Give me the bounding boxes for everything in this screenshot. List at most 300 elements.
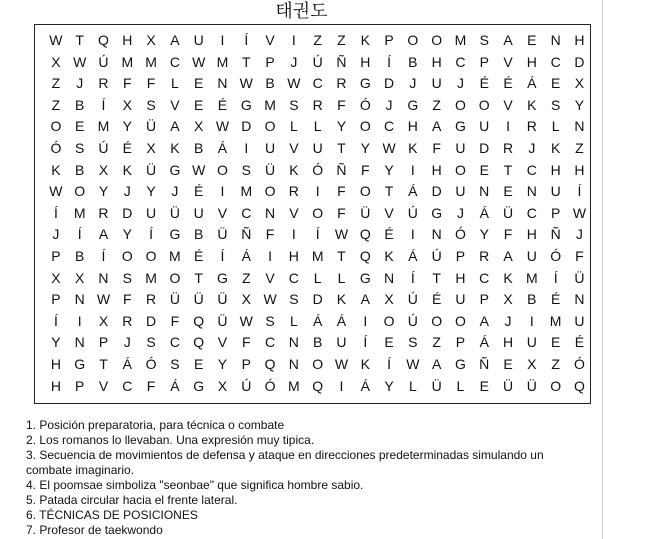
grid-letter: D bbox=[383, 75, 395, 92]
grid-letter: F bbox=[123, 291, 132, 308]
grid-letter: M bbox=[526, 269, 538, 286]
grid-letter: Í bbox=[101, 247, 106, 264]
grid-letter: I bbox=[77, 312, 82, 329]
grid-letter: D bbox=[146, 312, 157, 329]
grid-letter: M bbox=[454, 32, 467, 48]
grid-letter: K bbox=[122, 161, 132, 178]
grid-letter: Ü bbox=[502, 377, 514, 394]
grid-letter: M bbox=[145, 269, 157, 286]
grid-letter: P bbox=[75, 377, 85, 394]
grid-letter: H bbox=[407, 118, 418, 135]
grid-letter: N bbox=[98, 269, 109, 286]
grid-letter: V bbox=[503, 53, 513, 70]
grid-letter: B bbox=[312, 334, 323, 351]
grid-letter: F bbox=[575, 247, 584, 264]
grid-letter: T bbox=[75, 32, 84, 48]
grid-letter: T bbox=[337, 247, 346, 264]
grid-letter: Z bbox=[432, 96, 441, 113]
grid-letter: Ü bbox=[146, 161, 157, 178]
grid-letter: R bbox=[146, 291, 157, 308]
grid-letter: É bbox=[431, 291, 442, 308]
grid-letter: E bbox=[550, 75, 561, 92]
grid-letter: É bbox=[503, 75, 513, 92]
grid-letter: T bbox=[241, 53, 251, 70]
grid-letter: É bbox=[217, 96, 228, 113]
grid-letter: Q bbox=[359, 226, 371, 243]
grid-letter: B bbox=[194, 226, 204, 243]
grid-letter: U bbox=[479, 118, 490, 135]
grid-letter: Á bbox=[312, 312, 323, 329]
grid-letter: F bbox=[360, 161, 370, 178]
clue-item: 5. Patada circular hacia el frente lateral. bbox=[26, 493, 238, 507]
grid-letter: D bbox=[479, 139, 490, 156]
grid-letter: Í bbox=[553, 269, 558, 286]
grid-letter: U bbox=[146, 204, 157, 221]
grid-letter: H bbox=[122, 32, 133, 48]
grid-letter: Ü bbox=[193, 291, 204, 308]
grid-letter: O bbox=[455, 312, 466, 329]
grid-letter: O bbox=[478, 96, 490, 113]
grid-letter: F bbox=[337, 183, 346, 200]
grid-letter: N bbox=[479, 183, 490, 200]
grid-letter: X bbox=[146, 139, 156, 156]
grid-letter: E bbox=[194, 96, 204, 113]
grid-letter: Ü bbox=[169, 291, 180, 308]
grid-letter: L bbox=[313, 269, 322, 286]
grid-letter: W bbox=[192, 53, 206, 70]
grid-letter: R bbox=[98, 75, 109, 92]
grid-letter: J bbox=[290, 53, 298, 70]
grid-letter: X bbox=[51, 269, 61, 286]
grid-letter: Ü bbox=[526, 377, 537, 394]
clue-item: 6. TÉCNICAS DE POSICIONES bbox=[26, 508, 198, 522]
grid-letter: O bbox=[264, 183, 276, 200]
grid-letter: Q bbox=[264, 355, 276, 372]
grid-letter: M bbox=[549, 312, 562, 329]
grid-letter: C bbox=[383, 118, 395, 135]
grid-letter: O bbox=[312, 204, 324, 221]
grid-letter: I bbox=[339, 377, 344, 394]
grid-letter: S bbox=[146, 96, 156, 113]
grid-letter: W bbox=[334, 226, 349, 243]
grid-letter: W bbox=[96, 291, 111, 308]
grid-letter: Ú bbox=[407, 204, 418, 221]
grid-letter: F bbox=[503, 226, 513, 243]
grid-letter: Y bbox=[384, 161, 394, 178]
grid-letter: N bbox=[574, 118, 585, 135]
grid-letter: U bbox=[193, 32, 204, 48]
grid-letter: K bbox=[336, 291, 347, 308]
grid-letter: H bbox=[50, 355, 61, 372]
grid-letter: Á bbox=[479, 204, 489, 221]
grid-letter: Q bbox=[193, 312, 205, 329]
grid-letter: G bbox=[431, 204, 443, 221]
grid-letter: Á bbox=[408, 247, 418, 264]
grid-letter: K bbox=[51, 161, 61, 178]
grid-letter: A bbox=[503, 247, 513, 264]
grid-letter: Á bbox=[527, 75, 537, 92]
grid-letter: O bbox=[359, 183, 371, 200]
grid-letter: F bbox=[170, 312, 180, 329]
grid-letter: U bbox=[455, 139, 466, 156]
grid-letter: B bbox=[527, 291, 537, 308]
grid-letter: U bbox=[526, 247, 537, 264]
grid-letter: C bbox=[288, 269, 299, 286]
grid-letter: R bbox=[526, 118, 537, 135]
grid-letter: P bbox=[51, 291, 61, 308]
grid-letter: Ü bbox=[360, 204, 371, 221]
grid-letter: X bbox=[122, 96, 132, 113]
grid-letter: O bbox=[359, 118, 371, 135]
grid-letter: I bbox=[220, 183, 225, 200]
grid-letter: E bbox=[75, 118, 85, 135]
grid-letter: R bbox=[336, 75, 347, 92]
grid-letter: I bbox=[410, 226, 415, 243]
grid-letter: C bbox=[169, 334, 180, 351]
grid-letter: W bbox=[73, 53, 87, 70]
grid-letter: T bbox=[99, 355, 108, 372]
grid-letter: X bbox=[98, 161, 109, 178]
clue-item: 7. Profesor de taekwondo bbox=[26, 523, 163, 537]
grid-letter: U bbox=[336, 334, 347, 351]
grid-letter: R bbox=[312, 96, 323, 113]
grid-letter: Y bbox=[574, 96, 585, 113]
grid-letter: L bbox=[289, 118, 298, 135]
grid-letter: D bbox=[431, 183, 442, 200]
grid-letter: K bbox=[170, 139, 180, 156]
grid-letter: V bbox=[289, 139, 299, 156]
grid-letter: É bbox=[479, 75, 489, 92]
grid-letter: S bbox=[170, 355, 180, 372]
grid-letter: S bbox=[408, 334, 418, 351]
grid-letter: N bbox=[217, 75, 228, 92]
grid-letter: G bbox=[169, 226, 181, 243]
grid-letter: Z bbox=[337, 32, 346, 48]
grid-letter: V bbox=[384, 204, 394, 221]
grid-letter: K bbox=[384, 247, 394, 264]
grid-letter: G bbox=[240, 96, 252, 113]
clue-item: 3. Secuencia de movimientos de defensa y ataque en direcciones predeterminadas simulando un combate imaginario. bbox=[26, 448, 544, 477]
grid-letter: D bbox=[122, 204, 133, 221]
grid-letter: P bbox=[479, 291, 489, 308]
grid-letter: S bbox=[479, 32, 489, 48]
grid-letter: L bbox=[313, 118, 322, 135]
grid-letter: Y bbox=[479, 226, 489, 243]
grid-letter: I bbox=[291, 226, 296, 243]
grid-letter: P bbox=[455, 334, 466, 351]
grid-letter: I bbox=[268, 247, 273, 264]
grid-letter: Í bbox=[244, 32, 249, 48]
grid-letter: M bbox=[240, 183, 253, 200]
grid-letter: E bbox=[194, 75, 204, 92]
grid-letter: J bbox=[171, 183, 179, 200]
grid-letter: G bbox=[217, 269, 228, 286]
grid-letter: U bbox=[455, 183, 466, 200]
grid-letter: W bbox=[215, 118, 230, 135]
grid-letter: S bbox=[289, 96, 299, 113]
grid-letter: Ú bbox=[431, 247, 442, 264]
grid-letter: Z bbox=[51, 75, 61, 92]
grid-letter: W bbox=[382, 139, 396, 156]
grid-letter: I bbox=[410, 161, 415, 178]
grid-letter: K bbox=[527, 96, 537, 113]
grid-letter: G bbox=[169, 161, 181, 178]
grid-letter: H bbox=[288, 247, 299, 264]
grid-letter: A bbox=[360, 291, 370, 308]
grid-letter: Ú bbox=[98, 139, 109, 156]
grid-letter: O bbox=[264, 118, 276, 135]
grid-letter: Ó bbox=[264, 377, 276, 394]
grid-letter: Y bbox=[217, 355, 228, 372]
grid-letter: W bbox=[239, 312, 253, 329]
grid-letter: U bbox=[431, 75, 442, 92]
grid-letter: L bbox=[456, 377, 465, 394]
grid-letter: Ñ bbox=[336, 53, 347, 70]
grid-letter: J bbox=[409, 75, 417, 92]
grid-letter: B bbox=[75, 161, 85, 178]
grid-letter: S bbox=[241, 161, 251, 178]
grid-letter: I bbox=[244, 139, 249, 156]
grid-letter: Í bbox=[220, 247, 225, 264]
grid-letter: Ó bbox=[573, 355, 585, 372]
grid-letter: N bbox=[550, 32, 561, 48]
grid-letter: Y bbox=[122, 226, 132, 243]
grid-letter: L bbox=[337, 269, 346, 286]
grid-letter: U bbox=[526, 334, 537, 351]
grid-letter: C bbox=[312, 75, 323, 92]
grid-letter: W bbox=[572, 204, 587, 221]
grid-letter: V bbox=[98, 377, 109, 394]
grid-letter: C bbox=[241, 204, 252, 221]
clue-item: 1. Posición preparatoria, para técnica o combate bbox=[26, 418, 285, 432]
grid-letter: T bbox=[384, 183, 394, 200]
grid-letter: O bbox=[431, 312, 443, 329]
grid-letter: W bbox=[263, 291, 277, 308]
grid-letter: G bbox=[359, 75, 371, 92]
grid-letter: N bbox=[288, 334, 299, 351]
grid-letter: Z bbox=[51, 96, 61, 113]
grid-letter: Ú bbox=[241, 377, 252, 394]
grid-letter: Ó bbox=[312, 161, 324, 178]
grid-letter: S bbox=[75, 139, 85, 156]
grid-letter: Ú bbox=[98, 53, 109, 70]
grid-letter: Ñ bbox=[479, 355, 490, 372]
grid-letter: E bbox=[479, 377, 489, 394]
grid-letter: Q bbox=[359, 247, 371, 264]
grid-letter: W bbox=[334, 355, 349, 372]
grid-letter: I bbox=[506, 118, 510, 135]
grid-letter: Í bbox=[577, 183, 582, 200]
grid-letter: Z bbox=[313, 32, 322, 48]
grid-letter: É bbox=[384, 226, 394, 243]
grid-letter: Y bbox=[146, 183, 156, 200]
grid-letter: O bbox=[169, 269, 181, 286]
grid-letter: Á bbox=[360, 377, 370, 394]
grid-letter: P bbox=[98, 334, 109, 351]
grid-letter: M bbox=[145, 53, 157, 70]
grid-letter: R bbox=[288, 183, 299, 200]
grid-letter: J bbox=[52, 226, 60, 243]
grid-letter: H bbox=[574, 161, 585, 178]
grid-letter: Y bbox=[384, 377, 394, 394]
grid-letter: E bbox=[527, 32, 537, 48]
grid-letter: N bbox=[288, 355, 299, 372]
clue-list bbox=[26, 418, 586, 538]
grid-letter: X bbox=[217, 377, 228, 394]
grid-letter: K bbox=[550, 139, 561, 156]
grid-letter: N bbox=[74, 334, 85, 351]
grid-letter: O bbox=[455, 96, 466, 113]
grid-letter: Í bbox=[53, 312, 58, 329]
grid-letter: S bbox=[550, 96, 561, 113]
grid-letter: N bbox=[574, 291, 585, 308]
grid-letter: Ó bbox=[550, 247, 562, 264]
grid-letter: É bbox=[122, 139, 132, 156]
grid-letter: J bbox=[456, 75, 464, 92]
grid-letter: Q bbox=[193, 334, 205, 351]
grid-letter: O bbox=[407, 32, 419, 48]
grid-letter: N bbox=[431, 226, 442, 243]
grid-letter: Z bbox=[575, 139, 584, 156]
grid-letter: X bbox=[574, 75, 585, 92]
grid-letter: V bbox=[217, 334, 228, 351]
grid-letter: W bbox=[49, 183, 63, 200]
grid-letter: P bbox=[51, 247, 61, 264]
grid-letter: A bbox=[431, 355, 442, 372]
grid-letter: H bbox=[502, 334, 514, 351]
grid-letter: S bbox=[122, 269, 132, 286]
grid-letter: H bbox=[526, 53, 537, 70]
grid-letter: Ü bbox=[574, 269, 585, 286]
grid-letter: I bbox=[529, 312, 534, 329]
grid-letter: C bbox=[265, 334, 276, 351]
grid-letter: J bbox=[123, 183, 131, 200]
grid-letter: X bbox=[527, 355, 537, 372]
grid-letter: Ü bbox=[502, 204, 514, 221]
grid-letter: Í bbox=[410, 269, 415, 286]
grid-letter: Á bbox=[217, 139, 228, 156]
grid-letter: J bbox=[76, 75, 84, 92]
grid-letter: E bbox=[550, 334, 561, 351]
word-search-grid-box bbox=[34, 24, 591, 404]
grid-letter: T bbox=[432, 269, 441, 286]
grid-letter: W bbox=[192, 161, 206, 178]
grid-letter: U bbox=[265, 139, 276, 156]
grid-letter: O bbox=[121, 247, 133, 264]
grid-letter: U bbox=[550, 183, 561, 200]
grid-letter: C bbox=[169, 53, 180, 70]
grid-letter: U bbox=[193, 204, 204, 221]
grid-letter: K bbox=[360, 32, 370, 48]
grid-letter: D bbox=[241, 118, 252, 135]
grid-letter: Ñ bbox=[336, 161, 347, 178]
grid-letter: F bbox=[432, 139, 441, 156]
grid-letter: V bbox=[170, 96, 180, 113]
grid-letter: Ü bbox=[217, 312, 228, 329]
grid-letter: O bbox=[74, 183, 86, 200]
grid-letter: V bbox=[265, 269, 275, 286]
grid-letter: Ó bbox=[50, 139, 62, 156]
grid-letter: G bbox=[193, 377, 205, 394]
grid-letter: Í bbox=[315, 226, 320, 243]
grid-letter: O bbox=[383, 312, 395, 329]
grid-letter: W bbox=[406, 355, 420, 372]
grid-letter: N bbox=[383, 269, 395, 286]
grid-letter: M bbox=[264, 96, 276, 113]
grid-letter: Í bbox=[101, 96, 106, 113]
grid-letter: Ó bbox=[455, 226, 466, 243]
grid-letter: F bbox=[146, 75, 156, 92]
grid-letter: Á bbox=[479, 334, 489, 351]
grid-letter: V bbox=[265, 32, 275, 48]
grid-letter: Á bbox=[336, 312, 347, 329]
grid-letter: Á bbox=[170, 377, 180, 394]
grid-letter: K bbox=[360, 355, 370, 372]
grid-letter: Ñ bbox=[241, 226, 252, 243]
grid-letter: Á bbox=[241, 247, 251, 264]
grid-letter: Q bbox=[312, 377, 324, 394]
grid-letter: U bbox=[455, 291, 466, 308]
grid-letter: W bbox=[49, 32, 63, 48]
grid-letter: Ú bbox=[312, 53, 323, 70]
grid-letter: Q bbox=[573, 377, 585, 394]
grid-letter: Q bbox=[98, 32, 109, 48]
grid-letter: B bbox=[408, 53, 418, 70]
grid-letter: Í bbox=[387, 53, 391, 70]
grid-letter: F bbox=[337, 204, 346, 221]
grid-letter: J bbox=[123, 334, 131, 351]
grid-letter: N bbox=[265, 204, 276, 221]
grid-letter: W bbox=[239, 75, 253, 92]
grid-letter: C bbox=[479, 269, 490, 286]
grid-letter: J bbox=[456, 204, 464, 221]
grid-letter: M bbox=[216, 53, 229, 70]
grid-letter: G bbox=[455, 355, 466, 372]
grid-letter: X bbox=[146, 32, 156, 48]
grid-letter: F bbox=[123, 75, 132, 92]
grid-letter: C bbox=[526, 161, 537, 178]
grid-letter: X bbox=[98, 312, 109, 329]
grid-letter: B bbox=[194, 139, 204, 156]
grid-letter: A bbox=[170, 32, 180, 48]
grid-letter: A bbox=[431, 118, 442, 135]
grid-letter: Y bbox=[98, 183, 109, 200]
grid-letter: B bbox=[75, 96, 85, 113]
grid-letter: L bbox=[289, 312, 298, 329]
grid-letter: A bbox=[170, 118, 180, 135]
grid-letter: L bbox=[170, 75, 179, 92]
grid-letter: H bbox=[455, 269, 466, 286]
grid-letter: M bbox=[288, 377, 300, 394]
grid-letter: O bbox=[217, 161, 228, 178]
grid-letter: A bbox=[98, 226, 109, 243]
grid-letter: B bbox=[75, 247, 85, 264]
grid-letter: C bbox=[550, 53, 561, 70]
grid-letter: R bbox=[502, 139, 514, 156]
grid-letter: Ü bbox=[217, 226, 228, 243]
grid-letter: I bbox=[315, 183, 320, 200]
grid-letter: Z bbox=[551, 355, 560, 372]
grid-letter: C bbox=[455, 53, 466, 70]
grid-letter: Y bbox=[51, 334, 61, 351]
grid-letter: Y bbox=[122, 118, 132, 135]
grid-letter: R bbox=[122, 312, 133, 329]
grid-letter: M bbox=[311, 247, 324, 264]
grid-letter: H bbox=[431, 53, 442, 70]
grid-letter: H bbox=[526, 226, 537, 243]
grid-letter: D bbox=[574, 53, 585, 70]
grid-letter: O bbox=[550, 377, 562, 394]
